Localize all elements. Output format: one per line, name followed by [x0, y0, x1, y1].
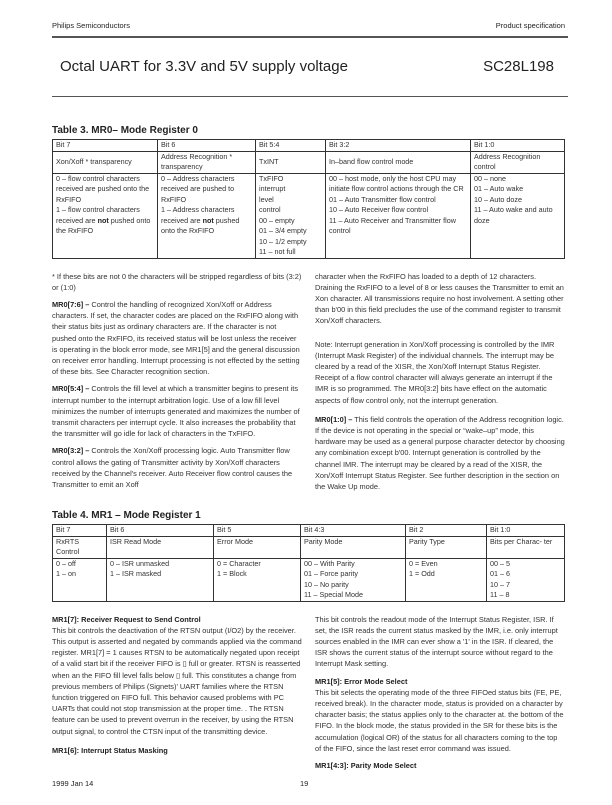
value: 11 – Special Mode: [304, 590, 364, 600]
value: 01 – Force parity: [304, 569, 358, 579]
cell: [107, 558, 214, 601]
cell: [301, 558, 406, 601]
title-row: [52, 38, 565, 96]
cell: Bit 7: [53, 140, 158, 152]
cell: Parity Mode: [301, 536, 406, 558]
section-heading-mr1-7: MR1[7]: Receiver Request to Send Control: [52, 614, 201, 624]
value: 01 – 3/4 empty: [259, 226, 307, 235]
cell: Bit 3:2: [326, 140, 471, 152]
lower-right-text: [315, 614, 565, 772]
company-name: Philips Semiconductors: [52, 21, 130, 30]
value: level: [259, 194, 274, 204]
cell: TxINT: [256, 151, 326, 173]
value: 10 – Auto Receiver flow control: [329, 205, 429, 214]
paragraph-text: Controls the Xon/Xoff processing logic. Auto Transmitter flow control allows the gating of Transmitter activity by Xon/Xoff characters received by the Channel's receiver. Auto Receiver flow control causes the Transmitter to emit an Xoff: [52, 446, 293, 489]
paragraph-text: Controls the fill level at which a transmitter begins to present its interrupt number to the interrupt arbitration logic. Use of a low fill level minimizes the number of interrupts generated and maximizes the number of transmit characters per interrupt cycle. It also increases the probability that the transmitter will go idle for lack of characters in the TxFIFO.: [52, 384, 300, 439]
cell: [53, 558, 107, 601]
value: 0 – off: [56, 558, 76, 568]
value: 01 – Auto Transmitter flow control: [329, 194, 436, 204]
cell: Address Recognition * transparency: [158, 151, 256, 173]
table-row-bits: [53, 140, 565, 152]
value: control: [259, 205, 281, 214]
value: 1 – ISR masked: [110, 569, 162, 579]
value: 10 – No parity: [304, 579, 349, 589]
paragraph-text: Control the handling of recognized Xon/Xoff or Address characters. If set, the character codes are placed on the RxFIFO along with their status bits just as ordinary characters are. If the character is not pushed onto the RxFIFO, its received status will be lost unless the receiver is operating in the block error mode, see MR1[5] and the general discussion on receiver error handling. Interrupt processing is not effected by the setting of these bits. See Character recognition section.: [52, 299, 300, 377]
cell: Bit 6: [158, 140, 256, 152]
lower-columns: [52, 614, 565, 772]
cell: Bit 7: [53, 525, 107, 537]
value: 00 – none: [474, 173, 506, 183]
cell: Bits per Charac- ter: [487, 536, 565, 558]
value: 00 – host mode, only the host CPU may initiate flow control actions through the CR: [329, 173, 464, 193]
cell: Bit 5: [214, 525, 301, 537]
value: 01 – Auto wake: [474, 184, 524, 193]
value: 11 – 8: [490, 590, 510, 600]
cell: Bit 5:4: [256, 140, 326, 152]
footer-date: 1999 Jan 14: [52, 779, 94, 789]
cell: Address Recognition control: [471, 151, 565, 173]
paragraph-text: This bit selects the operating mode of the three FIFOed status bits (FE, PE, received break). In the character mode, status is provided on a character by character basis; the status applies only to the character at. the bottom of the FIFO. In the block mode, the status provided in the SR for these bits is the accumulation (logical OR) of the status for all characters coming to the top of the FIFO, since the last reset error command was issued.: [315, 687, 564, 753]
paragraph-text: This bit controls the deactivation of the RTSN output (I/O2) by the receiver. This output is asserted and negated by commands applied via the command register. MR1[7] = 1 causes RTSN to be automatically negated upon receipt of a valid start bit if the receiver FIFO is ▯ full or greater. RTSN is reasserted when an the FIFO fill level falls below ▯ full. This constitutes a change from previous members of Philips (Signets)' UART families where the RTSN function triggered on FIFO full. This behavior caused problems with PC UARTs that could not stop transmission at the proper time. . The RTSN feature can be used to prevent overrun in the receiver, by using the RTSN output signal, to control the CTSN input of the transmitting device.: [52, 625, 302, 736]
value: 01 – 6: [490, 569, 510, 579]
footnote: * If these bits are not 0 the characters will be stripped regardless of bits (3:2) or (1:0): [52, 271, 302, 292]
upper-columns: [52, 271, 565, 499]
cell: [406, 558, 487, 601]
cell: Parity Type: [406, 536, 487, 558]
cell: In–band flow control mode: [326, 151, 471, 173]
section-heading-mr1-5: MR1[5]: Error Mode Select: [315, 676, 408, 686]
cell: Error Mode: [214, 536, 301, 558]
page-header: [52, 21, 565, 31]
paragraph-text: This field controls the operation of the Address recognition logic. If the device is not operating in the special or “wake–up” mode, this hardware may be used as a general purpose character detector by choosing any combination except b'00. Interrupt generation is controlled by the channel IMR. The interrupt may be cleared by a read of the XISR, the Xon/Xoff Interrupt Status Register. See further description in the section on the Wake Up mode.: [315, 414, 565, 491]
paragraph-heading: MR0[3:2] –: [52, 446, 90, 456]
title-rule: [52, 96, 568, 98]
value: 11 – not full: [259, 247, 296, 256]
cell: [53, 173, 158, 258]
cell: Bit 4:3: [301, 525, 406, 537]
paragraph-heading: MR0[7:6] –: [52, 299, 90, 309]
page-number: 19: [300, 779, 309, 789]
section-heading-mr1-6: MR1[6]: Interrupt Status Masking: [52, 745, 168, 755]
table-row-values: [53, 173, 565, 258]
cell: Bit 2: [406, 525, 487, 537]
value: interrupt: [259, 184, 286, 193]
value: 0 – flow control characters received are pushed onto the: [56, 173, 150, 193]
value: 1 = Odd: [409, 569, 435, 579]
lower-left-text: [52, 614, 302, 772]
value: 1 = Block: [217, 569, 247, 579]
section-heading-mr1-43: MR1[4:3]: Parity Mode Select: [315, 761, 417, 771]
table4-mr1: [52, 524, 565, 602]
paragraph-mr0-76: [52, 299, 302, 377]
cell: [471, 173, 565, 258]
part-number: SC28L198: [483, 57, 554, 75]
table-row-bits: [53, 525, 565, 537]
cell: [326, 173, 471, 258]
paragraph-mr0-54: [52, 383, 302, 439]
value: 1 – Address characters received are not pushed onto the RxFIFO: [161, 205, 240, 235]
value: 0 – Address characters received are pushed to RxFIFO: [161, 173, 235, 204]
value: RxFIFO: [56, 194, 82, 204]
table-row-names: [53, 151, 565, 173]
value: 1 – on: [56, 569, 76, 579]
value: 00 – 5: [490, 558, 510, 568]
value: TxFIFO: [259, 173, 284, 183]
cell: [158, 173, 256, 258]
value: 10 – Auto doze: [474, 194, 522, 204]
paragraph-text: This bit controls the readout mode of the Interrupt Status Register, ISR. If set, the ISR reads the current status masked by the IMR, i.e. only interrupt sources enabled in the IMR can ever show a '1' in the ISR. If cleared, the ISR shows the current status of the interrupt source without regard to the Interrupt Mask setting.: [315, 614, 558, 669]
cell: Xon/Xoff * transparency: [53, 151, 158, 173]
left-column-text: [52, 271, 302, 499]
table3-mr0: [52, 139, 565, 259]
value: 11 – Auto Receiver and Transmitter flow control: [329, 215, 456, 235]
table-row-values: [53, 558, 565, 601]
table-row-names: [53, 536, 565, 558]
paragraph-text: character when the RxFIFO has loaded to a depth of 12 characters. Draining the RxFIFO to a level of 8 or less causes the Transmitter to emit an Xon character. All transmissions require no host involvement. A setting other than b'00 in this field precludes the use of the command register to transmit Xon/Xoff characters.: [315, 271, 564, 326]
paragraph-note: Note: Interrupt generation in Xon/Xoff processing is controlled by the IMR (Interrupt Mask Register) of the individual channels. The interrupt may be cleared by a read of the XISR, the Xon/Xoff Interrupt Status Register. Receipt of a flow control character will always generate an interrupt if the IMR is so programmed. The MR0[3:2] bits have effect on the automatic aspects of flow control only, not the interrupt generation.: [315, 339, 555, 405]
right-column-text: [315, 271, 565, 499]
cell: Bit 6: [107, 525, 214, 537]
cell: Bit 1:0: [471, 140, 565, 152]
value: 0 = Character: [217, 558, 261, 568]
page-title: Octal UART for 3.3V and 5V supply voltage: [60, 57, 348, 75]
cell: RxRTS Control: [53, 536, 107, 558]
cell: [214, 558, 301, 601]
cell: [487, 558, 565, 601]
value: 00 – With Parity: [304, 558, 355, 568]
cell: Bit 1:0: [487, 525, 565, 537]
paragraph-mr0-10: [315, 414, 565, 492]
cell: [256, 173, 326, 258]
table3-caption: Table 3. MR0– Mode Register 0: [52, 125, 198, 136]
value: 1 – flow control characters received are not pushed onto the RxFIFO: [56, 205, 151, 235]
paragraph-mr0-32: [52, 445, 302, 490]
paragraph-heading: MR0[1:0] –: [315, 414, 353, 424]
value: 11 – Auto wake and auto doze: [474, 205, 553, 225]
table4-caption: Table 4. MR1 – Mode Register 1: [52, 510, 201, 522]
value: 0 = Even: [409, 558, 438, 568]
value: 0 – ISR unmasked: [110, 558, 170, 568]
value: 10 – 7: [490, 579, 510, 589]
page-footer: [52, 771, 565, 789]
doc-type: Product specification: [495, 21, 565, 30]
paragraph-heading: MR0[5:4] –: [52, 384, 90, 394]
value: 00 – empty: [259, 215, 295, 225]
value: 10 – 1/2 empty: [259, 236, 307, 246]
cell: ISR Read Mode: [107, 536, 214, 558]
